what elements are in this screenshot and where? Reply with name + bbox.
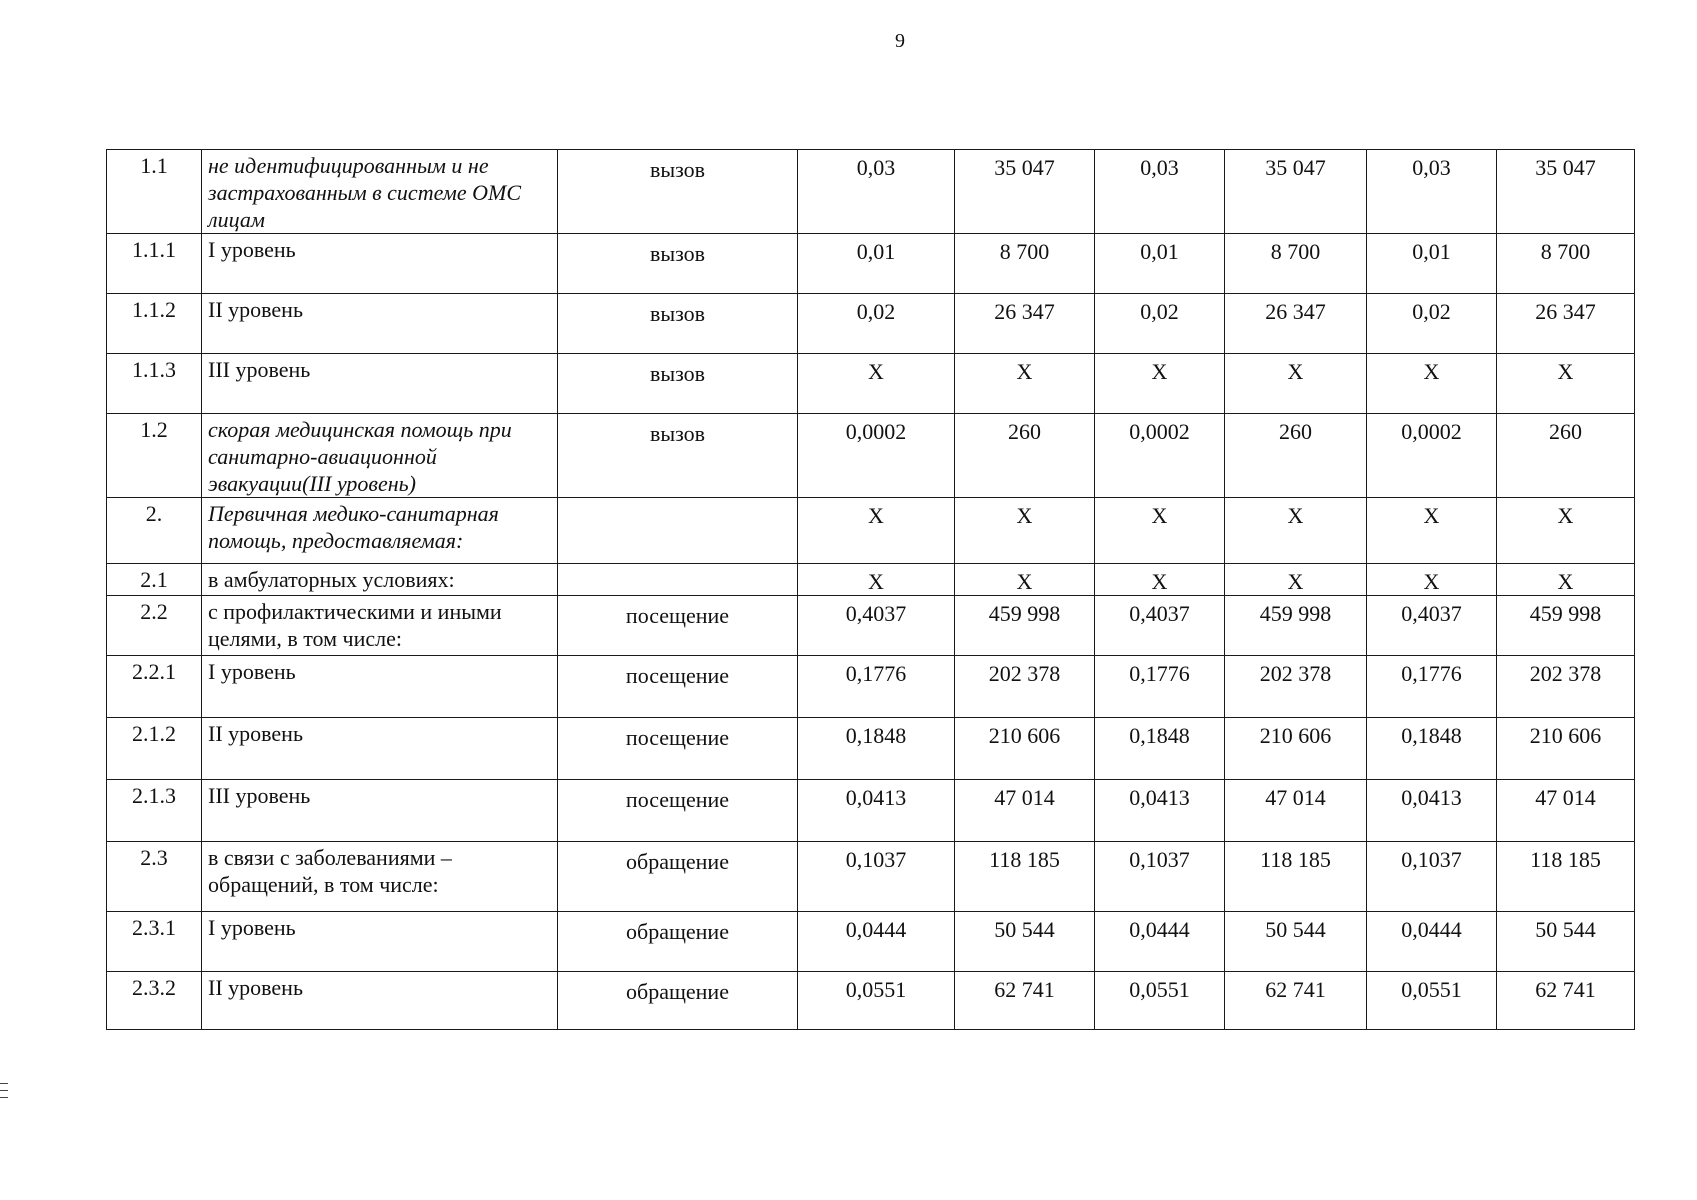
row-value: 62 741	[955, 972, 1095, 1030]
row-value: 210 606	[1497, 718, 1635, 780]
row-value: 0,1776	[798, 656, 955, 718]
row-value: 0,0413	[1367, 780, 1497, 842]
table-row	[107, 150, 1635, 234]
row-value: 210 606	[1225, 718, 1367, 780]
row-value: 118 185	[955, 842, 1095, 912]
row-number: 1.1.1	[107, 234, 202, 294]
row-value: 202 378	[1225, 656, 1367, 718]
row-unit: обращение	[558, 842, 798, 912]
row-value: 0,1848	[1095, 718, 1225, 780]
row-value: X	[1095, 354, 1225, 414]
row-number: 2.1.2	[107, 718, 202, 780]
row-value: 0,03	[1095, 150, 1225, 234]
row-value: X	[1367, 498, 1497, 564]
row-value: X	[1367, 564, 1497, 596]
row-value: 0,01	[1367, 234, 1497, 294]
row-value: 260	[955, 414, 1095, 498]
table-row	[107, 414, 1635, 498]
table-row	[107, 912, 1635, 972]
row-value: 260	[1225, 414, 1367, 498]
row-value: 459 998	[1497, 596, 1635, 656]
row-value: 26 347	[1497, 294, 1635, 354]
row-description: скорая медицинская помощь при санитарно-авиационной эвакуации(III уровень)	[202, 414, 558, 498]
data-table	[106, 149, 1635, 1030]
row-value: 0,0002	[1095, 414, 1225, 498]
row-value: 202 378	[955, 656, 1095, 718]
row-value: 0,1776	[1095, 656, 1225, 718]
row-value: 0,0551	[1095, 972, 1225, 1030]
row-unit: посещение	[558, 656, 798, 718]
row-unit: вызов	[558, 150, 798, 234]
table-row	[107, 498, 1635, 564]
row-value: 35 047	[1225, 150, 1367, 234]
row-value: 50 544	[1225, 912, 1367, 972]
row-value: 0,1776	[1367, 656, 1497, 718]
row-unit: посещение	[558, 780, 798, 842]
row-value: 0,01	[1095, 234, 1225, 294]
row-value: X	[955, 354, 1095, 414]
row-number: 2.	[107, 498, 202, 564]
row-value: 47 014	[1497, 780, 1635, 842]
row-value: 459 998	[1225, 596, 1367, 656]
row-value: 0,02	[798, 294, 955, 354]
row-value: 0,0444	[1095, 912, 1225, 972]
row-unit	[558, 564, 798, 596]
row-value: X	[1497, 354, 1635, 414]
row-value: 8 700	[955, 234, 1095, 294]
row-value: 47 014	[1225, 780, 1367, 842]
row-value: 50 544	[1497, 912, 1635, 972]
row-value: 47 014	[955, 780, 1095, 842]
row-value: 0,0002	[1367, 414, 1497, 498]
row-value: 0,02	[1367, 294, 1497, 354]
row-number: 1.2	[107, 414, 202, 498]
row-value: 26 347	[955, 294, 1095, 354]
row-value: X	[1225, 354, 1367, 414]
row-value: 0,1848	[798, 718, 955, 780]
scan-artifact	[0, 1097, 8, 1098]
row-unit: вызов	[558, 294, 798, 354]
row-value: 0,0002	[798, 414, 955, 498]
row-value: 8 700	[1497, 234, 1635, 294]
row-description: с профилактическими и иными целями, в том числе:	[202, 596, 558, 656]
row-description: I уровень	[202, 912, 558, 972]
row-description: не идентифицированным и не застрахованным в системе ОМС лицам	[202, 150, 558, 234]
row-value: 62 741	[1225, 972, 1367, 1030]
row-value: 0,1848	[1367, 718, 1497, 780]
row-value: 0,0444	[798, 912, 955, 972]
row-value: X	[798, 354, 955, 414]
table-body	[107, 150, 1635, 1030]
row-value: 202 378	[1497, 656, 1635, 718]
data-table-container	[106, 149, 1634, 1030]
table-row	[107, 842, 1635, 912]
row-description: II уровень	[202, 972, 558, 1030]
scan-artifact	[0, 1083, 8, 1084]
row-value: 118 185	[1225, 842, 1367, 912]
row-unit: вызов	[558, 354, 798, 414]
row-value: X	[798, 564, 955, 596]
row-value: 0,02	[1095, 294, 1225, 354]
row-value: X	[798, 498, 955, 564]
row-description: III уровень	[202, 354, 558, 414]
row-value: 0,0413	[1095, 780, 1225, 842]
row-number: 2.1.3	[107, 780, 202, 842]
row-value: 0,0551	[798, 972, 955, 1030]
row-number: 2.3	[107, 842, 202, 912]
row-value: 50 544	[955, 912, 1095, 972]
row-value: X	[1225, 564, 1367, 596]
row-value: 459 998	[955, 596, 1095, 656]
row-value: 35 047	[955, 150, 1095, 234]
page-number: 9	[895, 30, 905, 52]
row-value: 0,4037	[798, 596, 955, 656]
row-value: 118 185	[1497, 842, 1635, 912]
table-row	[107, 596, 1635, 656]
row-value: X	[955, 498, 1095, 564]
row-number: 2.3.2	[107, 972, 202, 1030]
row-value: X	[1095, 498, 1225, 564]
row-unit: посещение	[558, 718, 798, 780]
row-number: 2.3.1	[107, 912, 202, 972]
row-value: 0,1037	[1367, 842, 1497, 912]
row-value: 0,4037	[1095, 596, 1225, 656]
row-description: II уровень	[202, 294, 558, 354]
row-value: 0,0551	[1367, 972, 1497, 1030]
row-unit	[558, 498, 798, 564]
row-description: в связи с заболеваниями – обращений, в том числе:	[202, 842, 558, 912]
row-value: X	[955, 564, 1095, 596]
row-unit: обращение	[558, 912, 798, 972]
table-row	[107, 656, 1635, 718]
table-row	[107, 972, 1635, 1030]
row-unit: вызов	[558, 414, 798, 498]
row-value: X	[1095, 564, 1225, 596]
row-number: 1.1.3	[107, 354, 202, 414]
table-row	[107, 718, 1635, 780]
row-value: 0,4037	[1367, 596, 1497, 656]
row-description: I уровень	[202, 656, 558, 718]
row-number: 2.1	[107, 564, 202, 596]
row-value: 0,1037	[798, 842, 955, 912]
table-row	[107, 564, 1635, 596]
row-value: 0,0444	[1367, 912, 1497, 972]
row-description: в амбулаторных условиях:	[202, 564, 558, 596]
row-unit: посещение	[558, 596, 798, 656]
scan-artifact	[0, 1090, 8, 1091]
row-number: 1.1.2	[107, 294, 202, 354]
row-number: 2.2.1	[107, 656, 202, 718]
row-value: X	[1367, 354, 1497, 414]
row-description: I уровень	[202, 234, 558, 294]
row-value: 26 347	[1225, 294, 1367, 354]
table-row	[107, 354, 1635, 414]
table-row	[107, 294, 1635, 354]
row-description: Первичная медико-санитарная помощь, предоставляемая:	[202, 498, 558, 564]
row-number: 2.2	[107, 596, 202, 656]
row-value: 0,01	[798, 234, 955, 294]
row-unit: вызов	[558, 234, 798, 294]
row-value: X	[1497, 498, 1635, 564]
row-value: 62 741	[1497, 972, 1635, 1030]
row-value: 260	[1497, 414, 1635, 498]
row-number: 1.1	[107, 150, 202, 234]
row-value: 8 700	[1225, 234, 1367, 294]
row-value: 0,1037	[1095, 842, 1225, 912]
row-value: 0,03	[798, 150, 955, 234]
row-value: 35 047	[1497, 150, 1635, 234]
row-value: 0,0413	[798, 780, 955, 842]
row-description: II уровень	[202, 718, 558, 780]
row-value: 210 606	[955, 718, 1095, 780]
row-value: X	[1497, 564, 1635, 596]
table-row	[107, 780, 1635, 842]
row-unit: обращение	[558, 972, 798, 1030]
row-value: 0,03	[1367, 150, 1497, 234]
row-value: X	[1225, 498, 1367, 564]
table-row	[107, 234, 1635, 294]
row-description: III уровень	[202, 780, 558, 842]
